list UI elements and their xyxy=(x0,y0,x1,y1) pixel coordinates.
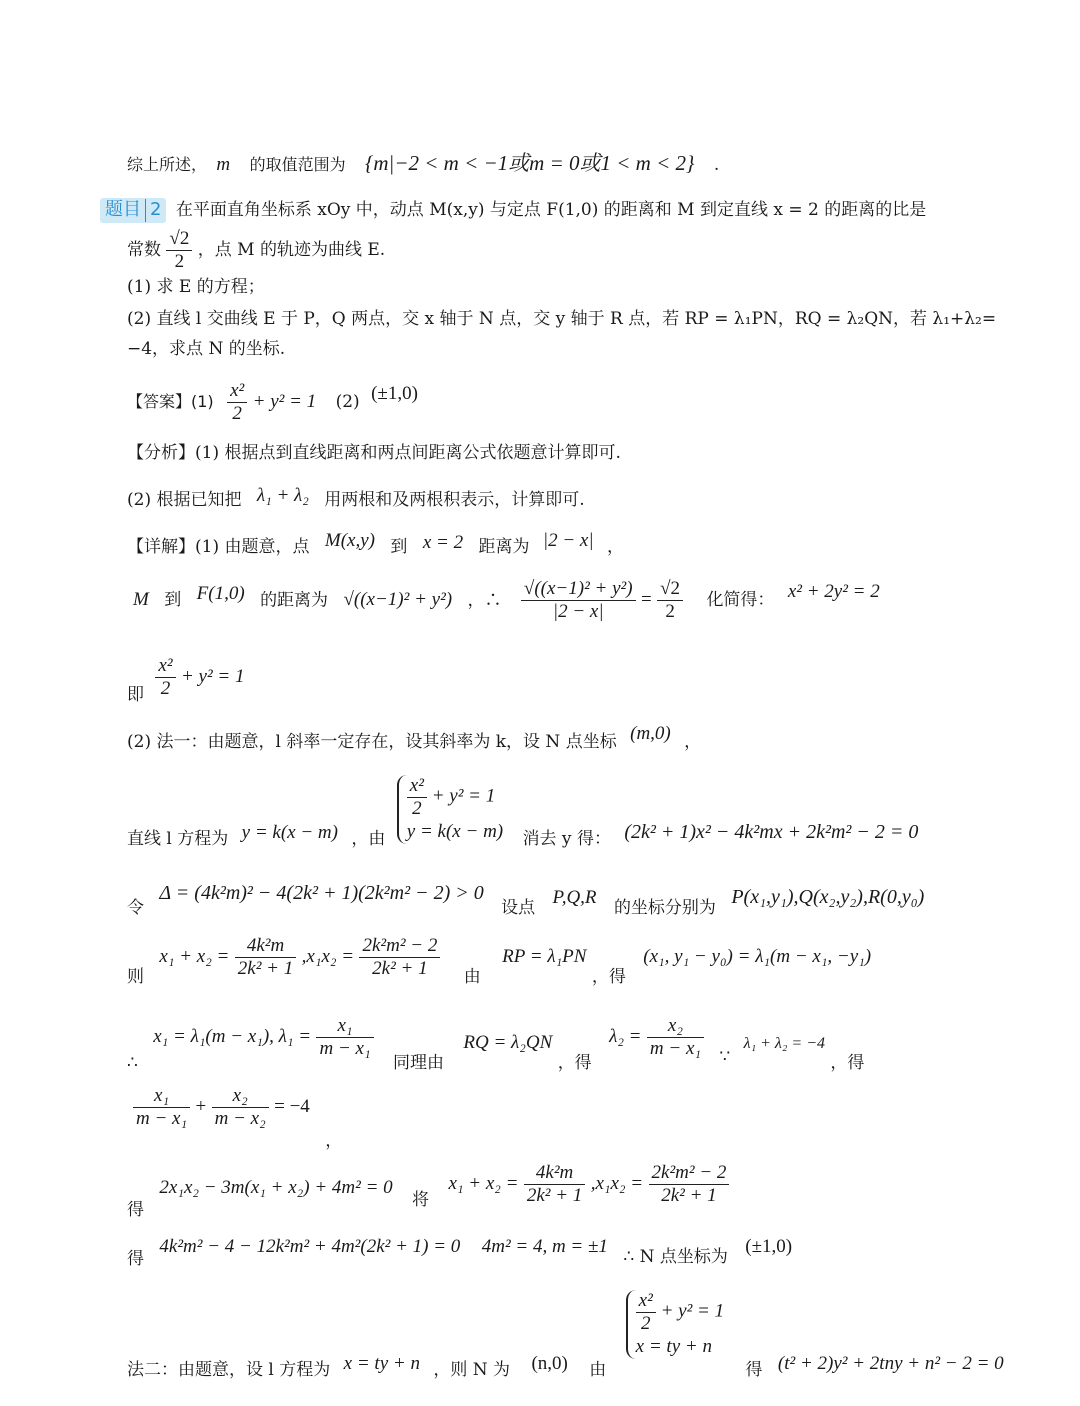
analysis-line1: 【分析】(1) 根据点到直线距离和两点间距离公式依题意计算即可. xyxy=(127,443,621,463)
eqD: 4m² = 4, m = ±1 xyxy=(481,1236,608,1257)
eqB: 2x₁x₂ − 3m(x₁ + x₂) + 4m² = 0 xyxy=(159,1176,393,1198)
points-PQR: P,Q,R xyxy=(552,887,597,908)
vieta-prod-lhs: ,x₁x₂ = xyxy=(301,945,355,967)
detail-l3-den: 2 xyxy=(160,677,171,699)
eqA-frac2 xyxy=(212,1085,269,1130)
detail-l2-F: F(1,0) xyxy=(196,582,245,604)
eqA-den2: m − x₂ xyxy=(214,1107,266,1129)
answer-den: 2 xyxy=(232,402,242,424)
system-1-frac xyxy=(407,775,427,820)
method2-intro: 法二：由题意，设 l 方程为 xyxy=(127,1360,331,1381)
eqC-get: 得 xyxy=(127,1249,144,1269)
eqB-prod-den: 2k² + 1 xyxy=(661,1184,717,1206)
detail-l2-dist: 的距离为 xyxy=(260,590,329,611)
detail-l1-line: x = 2 xyxy=(422,532,464,553)
answer-value2: (±1,0) xyxy=(371,382,418,404)
conclusion-end: . xyxy=(713,155,720,175)
eqA-comma: ， xyxy=(325,1130,343,1151)
detail-line3 xyxy=(127,655,245,705)
line-eq-label: 直线 l 方程为 xyxy=(127,829,229,850)
vector-RP: RP = λ₁PN xyxy=(502,945,587,967)
lambda1-num: x₁ xyxy=(316,1015,373,1038)
system-line xyxy=(127,775,919,850)
lambda-therefore: ∴ xyxy=(127,1052,138,1073)
detail-l2-sqrt: √((x−1)² + y²) xyxy=(343,589,453,610)
problem-q2-line2: −4，求点 N 的坐标. xyxy=(127,339,286,359)
vieta-then: 则 xyxy=(127,966,144,987)
detail-l1-dist: 距离为 xyxy=(478,537,530,557)
equation-C-line xyxy=(127,1235,793,1269)
line-eq-by: ，由 xyxy=(351,829,386,850)
detail-l3-label: 即 xyxy=(127,684,144,705)
method1-intro-line xyxy=(127,723,702,755)
analysis-line2 xyxy=(127,485,585,513)
problem-q2-line1: (2) 直线 l 交曲线 E 于 P，Q 两点，交 x 轴于 N 点，交 y 轴于 R 点，若 RP = λ₁PN，RQ = λ₂QN，若 λ₁+λ₂= xyxy=(127,309,997,329)
eqA-plus: + xyxy=(195,1095,207,1117)
eqC: 4k²m² − 4 − 12k²m² + 4m²(2k² + 1) = 0 xyxy=(159,1236,461,1257)
eqB-prod-frac xyxy=(649,1162,730,1207)
problem-line2-prefix: 常数 xyxy=(127,239,161,260)
eqB-sum-frac xyxy=(524,1162,585,1207)
set-points-label: 设点 xyxy=(501,898,536,918)
eliminate-label: 消去 y 得： xyxy=(522,829,611,850)
eqB-sum-num: 4k²m xyxy=(524,1162,585,1185)
coords-label: 的坐标分别为 xyxy=(613,898,716,918)
conclusion-set: {m|−2 < m < −1或m = 0或1 < m < 2} xyxy=(364,151,695,175)
problem-line-2 xyxy=(127,228,385,273)
answer-line xyxy=(127,380,418,425)
eqB-sum-lhs: x₁ + x₂ = xyxy=(448,1172,519,1194)
detail-l1-to: 到 xyxy=(390,537,408,557)
vieta-prod-num: 2k²m² − 2 xyxy=(359,935,440,958)
detail-line1 xyxy=(127,530,624,560)
lambda1-frac xyxy=(316,1015,373,1060)
problem-badge xyxy=(100,198,166,223)
equation-B-line xyxy=(127,1162,729,1220)
analysis-line2-prefix: (2) 根据已知把 xyxy=(127,490,242,510)
vector-RQ: RQ = λ₂QN xyxy=(463,1031,553,1053)
lambda1-den: m − x₁ xyxy=(319,1037,371,1059)
eqA-den1: m − x₁ xyxy=(136,1107,188,1129)
system-1 xyxy=(397,775,503,844)
problem-q1: (1) 求 E 的方程； xyxy=(127,277,265,297)
detail-l2-ratio xyxy=(657,578,683,623)
analysis-line2-expr: λ₁ + λ₂ xyxy=(256,485,309,506)
problem-line2-suffix: ，点 M 的轨迹为曲线 E. xyxy=(197,239,386,260)
method2-quad: (t² + 2)y² + 2tny + n² − 2 = 0 xyxy=(777,1353,1004,1375)
method1-comma: ， xyxy=(684,732,702,752)
lambda1-eq: x₁ = λ₁(m − x₁), λ₁ = xyxy=(153,1025,312,1047)
line-eq: y = k(x − m) xyxy=(241,822,338,844)
eqB-prod-num: 2k²m² − 2 xyxy=(649,1162,730,1185)
lambda-because: ∵ xyxy=(719,1046,731,1067)
detail-l3-rest: + y² = 1 xyxy=(180,665,245,687)
detail-l2-fraction xyxy=(521,578,636,623)
conclusion-mid: 的取值范围为 xyxy=(249,155,346,174)
eqB-sum-den: 2k² + 1 xyxy=(526,1184,583,1206)
equation-A-line xyxy=(133,1085,343,1151)
eqA-frac1 xyxy=(133,1085,190,1130)
lambda2-frac xyxy=(647,1015,704,1060)
vieta-sum-num: 4k²m xyxy=(235,935,296,958)
detail-l2-to: 到 xyxy=(164,590,182,611)
analysis-line2-suffix: 用两根和及两根积表示，计算即可. xyxy=(324,490,585,510)
eqA-num1: x₁ xyxy=(133,1085,190,1108)
system-1-num: x² xyxy=(407,775,427,798)
vieta-sum-den: 2k² + 1 xyxy=(237,957,294,979)
vieta-sum-lhs: x₁ + x₂ = xyxy=(159,945,230,967)
vieta-from: 由 xyxy=(463,966,481,987)
lambda2-den: m − x₁ xyxy=(649,1037,701,1059)
method2-line-eq: x = ty + n xyxy=(343,1353,420,1375)
system-1-top xyxy=(407,775,503,820)
problem-badge-label: 题目 xyxy=(105,199,141,220)
system-2 xyxy=(626,1290,724,1359)
detail-l2-therefore: ，∴ xyxy=(467,590,502,611)
eqA-num2: x₂ xyxy=(212,1085,269,1108)
lambda-get3: ，得 xyxy=(830,1052,865,1073)
N-coords-label: ∴ N 点坐标为 xyxy=(623,1247,728,1267)
rp-coords: (x₁, y₁ − y₀) = λ₁(m − x₁, −y₁) xyxy=(643,945,872,967)
method1-N: (m,0) xyxy=(630,723,671,744)
detail-l3-num: x² xyxy=(155,655,175,678)
detail-l1-label: 【详解】(1) 由题意，点 xyxy=(127,537,310,557)
coords-values: P(x₁,y₁),Q(x₂,y₂),R(0,y₀) xyxy=(731,886,925,908)
lambda-line xyxy=(127,1015,865,1073)
vieta-get: ，得 xyxy=(591,966,626,987)
detail-l2-ratio-den: 2 xyxy=(665,600,675,622)
delta-eq: Δ = (4k²m)² − 4(2k² + 1)(2k²m² − 2) > 0 xyxy=(159,882,484,904)
detail-l1-point: M(x,y) xyxy=(324,530,375,551)
answer-label: 【答案】(1) xyxy=(127,391,214,411)
lambda-similar: 同理由 xyxy=(392,1052,444,1073)
problem-line-1 xyxy=(100,198,926,223)
detail-l3-fraction xyxy=(155,655,175,700)
problem-ratio-num: √2 xyxy=(166,228,192,251)
system-2-top xyxy=(636,1290,724,1335)
system-2-frac xyxy=(636,1290,656,1335)
answer-rest: + y² = 1 xyxy=(252,390,317,412)
method2-N-value: (n,0) xyxy=(531,1353,568,1375)
system-2-num: x² xyxy=(636,1290,656,1313)
vieta-line xyxy=(127,935,872,987)
conclusion-prefix: 综上所述， xyxy=(127,155,208,174)
answer-num: x² xyxy=(227,380,247,403)
method1-intro: (2) 法一：由题意，l 斜率一定存在，设其斜率为 k，设 N 点坐标 xyxy=(127,732,617,752)
system-1-bottom: y = k(x − m) xyxy=(406,820,504,842)
system-1-top-rest: + y² = 1 xyxy=(431,785,496,807)
method2-by: 由 xyxy=(589,1360,607,1381)
problem-ratio-den: 2 xyxy=(174,250,185,272)
detail-l2-result: x² + 2y² = 2 xyxy=(787,580,880,602)
eqB-prod-lhs: ,x₁x₂ = xyxy=(590,1172,644,1194)
eqB-sub: 将 xyxy=(412,1189,430,1210)
problem-text-1: 在平面直角坐标系 xOy 中，动点 M(x,y) 与定点 F(1,0) 的距离和 M 到定直线 x = 2 的距离的比是 xyxy=(175,200,927,220)
lambda-sum: λ₁ + λ₂ = −4 xyxy=(743,1034,826,1052)
conclusion-line xyxy=(127,150,719,178)
detail-l1-comma: ， xyxy=(607,537,624,557)
quadratic-eq: (2k² + 1)x² − 4k²mx + 2k²m² − 2 = 0 xyxy=(624,821,919,844)
system-1-den: 2 xyxy=(412,797,422,819)
lambda-get2: ，得 xyxy=(557,1052,592,1073)
detail-l2-M: M xyxy=(133,589,149,610)
vieta-sum-frac xyxy=(235,935,296,980)
method2-get: 得 xyxy=(745,1360,763,1381)
N-coords-value: (±1,0) xyxy=(745,1236,793,1257)
answer-fraction xyxy=(227,380,247,425)
lambda2-eq: λ₂ = xyxy=(609,1025,642,1047)
eqA-rest: = −4 xyxy=(274,1095,310,1117)
system-2-bottom: x = ty + n xyxy=(635,1335,712,1357)
problem-badge-number: 2 xyxy=(145,199,161,222)
detail-l2-ratio-num: √2 xyxy=(657,578,683,601)
detail-l2-frac-num: √((x−1)² + y²) xyxy=(521,578,636,601)
method2-N-label: ，则 N 为 xyxy=(433,1360,511,1381)
detail-l1-abs: |2 − x| xyxy=(542,530,594,551)
vieta-prod-den: 2k² + 1 xyxy=(372,957,428,979)
detail-line2 xyxy=(133,578,880,623)
method2-line xyxy=(127,1290,1004,1381)
detail-l2-eq: = xyxy=(640,589,652,610)
detail-l2-simplify: 化简得： xyxy=(706,590,775,611)
eqB-get: 得 xyxy=(127,1199,144,1220)
conclusion-var: m xyxy=(216,154,231,175)
system-2-top-rest: + y² = 1 xyxy=(660,1300,725,1322)
delta-let: 令 xyxy=(127,898,144,918)
problem-ratio-fraction xyxy=(166,228,192,273)
lambda2-num: x₂ xyxy=(647,1015,704,1038)
vieta-prod-frac xyxy=(359,935,440,980)
detail-l2-frac-den: |2 − x| xyxy=(552,600,604,622)
answer-part2: (2) xyxy=(335,391,360,412)
delta-line xyxy=(127,880,925,918)
system-2-den: 2 xyxy=(640,1312,651,1334)
